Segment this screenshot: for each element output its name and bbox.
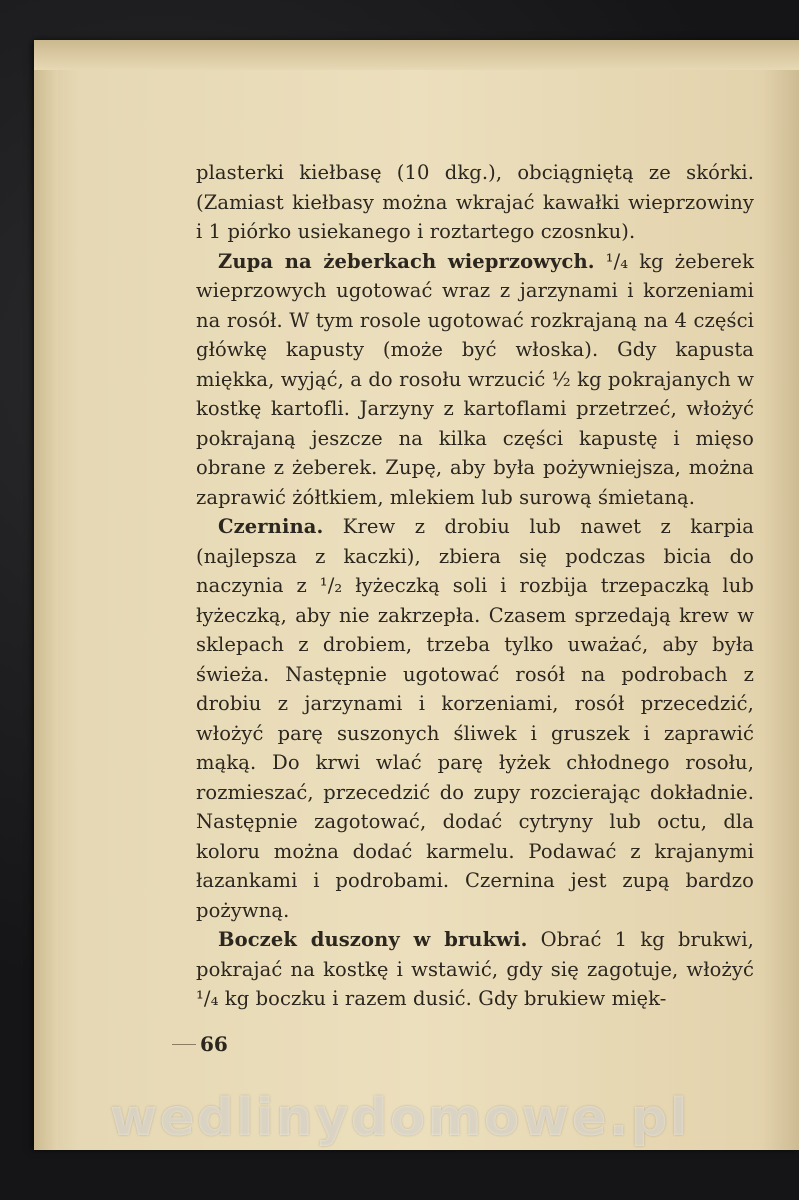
paragraph <box>196 247 754 513</box>
recipe-title: Boczek duszony w brukwi. <box>218 928 528 951</box>
paragraph <box>196 512 754 925</box>
recipe-title: Zupa na żeberkach wieprzowych. <box>218 249 595 273</box>
watermark: wedlinydomowe.pl <box>109 1088 690 1148</box>
page-top-edge <box>34 40 799 70</box>
page-number-dash <box>172 1044 196 1045</box>
paragraph-text: Obrać 1 kg brukwi, pokrajać na kostkę i wstawić, gdy się zagotuje, włożyć ¹/₄ kg boczku i razem dusić. Gdy brukiew mięk- <box>196 928 754 1010</box>
page-edge <box>34 40 58 1150</box>
recipe-title: Czernina. <box>218 515 324 538</box>
paragraph-text: ¹/₄ kg żeberek wieprzowych ugotować wraz z jarzynami i korzeniami na rosół. W tym rosole ugotować rozkrajaną na 4 części główkę kapusty (może być włoska). Gdy kapusta miękka, wyjąć, a do rosołu wrzucić ½ kg pokrajanych w kostkę kartofli. Jarzyny z kartoflami przetrzeć, włożyć pokrajaną jeszcze na kilka części kapustę i mięso obrane z żeberek. Zupę, aby była pożywniejsza, można zaprawić żółtkiem, mlekiem lub surową śmietaną. <box>196 249 754 509</box>
paragraph-text: plasterki kiełbasę (10 dkg.), obciągniętą ze skórki. (Zamiast kiełbasy można wkrajać kawałki wieprzowiny i 1 piórko usiekanego i roztartego czosnku). <box>196 161 754 243</box>
paragraph <box>196 925 754 1014</box>
paragraph-text: Krew z drobiu lub nawet z karpia (najlepsza z kaczki), zbiera się podczas bicia do naczynia z ¹/₂ łyżeczką soli i rozbija trzepaczką lub łyżeczką, aby nie zakrzepła. Czasem sprzedają krew w sklepach z drobiem, trzeba tylko uważać, aby była świeża. Następnie ugotować rosół na podrobach z drobiu z jarzynami i korzeniami, rosół przecedzić, włożyć parę suszonych śliwek i gruszek i zaprawić mąką. Do krwi wlać parę łyżek chłodnego rosołu, rozmieszać, przecedzić do zupy rozcierając dokładnie. Następnie zagotować, dodać cytryny lub octu, dla koloru można dodać karmelu. Podawać z krajanymi łazankami i podrobami. Czernina jest zupą bardzo pożywną. <box>196 515 754 922</box>
paragraph <box>196 158 754 247</box>
page-number: 66 <box>200 1032 228 1056</box>
page-text <box>196 158 754 1014</box>
